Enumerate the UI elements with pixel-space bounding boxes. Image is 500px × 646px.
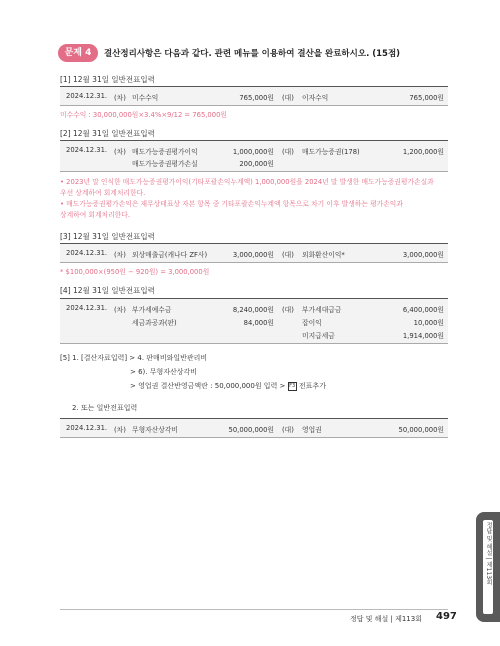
debit-account: 부가세예수금 bbox=[132, 306, 172, 314]
section-5-step-3-text: > 영업권 결산반영금액란 : 50,000,000원 입력 > bbox=[130, 382, 286, 390]
debit-account: 매도가능증권평가이익 bbox=[132, 148, 198, 156]
debit-account: 외상매출금(캐나다 ZF사) bbox=[132, 251, 208, 259]
section-5-alt-heading: 2. 또는 일반전표입력 bbox=[72, 404, 138, 412]
credit-amount: 765,000원 bbox=[409, 94, 444, 102]
debit-amount: 84,000원 bbox=[243, 319, 274, 327]
credit-mark: (대) bbox=[282, 426, 294, 434]
section-1-journal-box bbox=[60, 86, 448, 106]
section-1-note: 미수수익 : 30,000,000원×3.4%×9/12 = 765,000원 bbox=[60, 111, 227, 119]
section-2-note: • 2023년 말 인식한 매도가능증권평가이익(기타포괄손익누계액) 1,000,000원을 2024년 말 발생한 매도가능증권평가손실과 bbox=[60, 178, 434, 186]
debit-account: 미수수익 bbox=[132, 94, 159, 102]
question-title: 결산정리사항은 다음과 같다. 관련 메뉴를 이용하여 결산을 완료하시오. (15점) bbox=[104, 49, 401, 59]
debit-mark: (차) bbox=[114, 94, 126, 102]
journal-date: 2024.12.31. bbox=[66, 146, 108, 154]
credit-account: 매도가능증권(178) bbox=[302, 148, 360, 156]
debit-amount: 765,000원 bbox=[239, 94, 274, 102]
journal-date: 2024.12.31. bbox=[66, 304, 108, 312]
debit-amount: 50,000,000원 bbox=[228, 426, 274, 434]
credit-account: 이자수익 bbox=[302, 94, 329, 102]
chapter-side-tab-label: 정답 및 해설 | 제113회 bbox=[485, 522, 492, 586]
f3-key-icon: F3 bbox=[289, 382, 296, 389]
credit-amount: 3,000,000원 bbox=[402, 251, 444, 259]
journal-date: 2024.12.31. bbox=[66, 249, 108, 257]
credit-amount: 6,400,000원 bbox=[402, 306, 444, 314]
section-5-step-3-action: 전표추가 bbox=[298, 382, 326, 390]
page-number: 497 bbox=[436, 611, 457, 622]
section-3-journal-box bbox=[60, 243, 448, 263]
debit-mark: (차) bbox=[114, 426, 126, 434]
section-2-note: • 매도가능증권평가손익은 재무상태표상 자본 항목 중 기타포괄손익누계액 항목으로 차기 이후 발생하는 평가손익과 bbox=[60, 200, 403, 208]
credit-account: 잡이익 bbox=[302, 319, 322, 327]
section-1-heading: [1] 12월 31일 일반전표입력 bbox=[60, 75, 155, 84]
journal-date: 2024.12.31. bbox=[66, 92, 108, 100]
debit-account: 무형자산상각비 bbox=[132, 426, 178, 434]
credit-account: 미지급세금 bbox=[302, 332, 335, 340]
section-3-note: * $100,000×(950원 − 920원) = 3,000,000원 bbox=[60, 268, 210, 276]
credit-mark: (대) bbox=[282, 306, 294, 314]
credit-account: 영업권 bbox=[302, 426, 322, 434]
credit-amount: 1,200,000원 bbox=[402, 148, 444, 156]
section-2-journal-box bbox=[60, 140, 448, 172]
section-2-heading: [2] 12월 31일 일반전표입력 bbox=[60, 129, 155, 138]
credit-account: 외화환산이익* bbox=[302, 251, 345, 259]
credit-amount: 1,914,000원 bbox=[402, 332, 444, 340]
debit-mark: (차) bbox=[114, 251, 126, 259]
footer-section-label: 정답 및 해설 | 제113회 bbox=[350, 615, 422, 623]
credit-mark: (대) bbox=[282, 94, 294, 102]
debit-amount: 1,000,000원 bbox=[232, 148, 274, 156]
debit-amount: 3,000,000원 bbox=[232, 251, 274, 259]
question-badge: 문제 4 bbox=[58, 44, 98, 62]
debit-amount: 200,000원 bbox=[239, 160, 274, 168]
debit-account: 세금과공과(판) bbox=[132, 319, 177, 327]
section-5-step-1: [5] 1. [결산자료입력] > 4. 판매비와일반관리비 bbox=[60, 354, 208, 362]
credit-mark: (대) bbox=[282, 148, 294, 156]
debit-account: 매도가능증권평가손실 bbox=[132, 160, 198, 168]
credit-account: 부가세대급금 bbox=[302, 306, 342, 314]
debit-mark: (차) bbox=[114, 306, 126, 314]
section-5-step-3 bbox=[130, 381, 326, 391]
debit-amount: 8,240,000원 bbox=[232, 306, 274, 314]
credit-amount: 50,000,000원 bbox=[398, 426, 444, 434]
section-4-journal-box bbox=[60, 298, 448, 344]
section-2-note: 우선 상계하여 회계처리한다. bbox=[60, 189, 146, 197]
credit-amount: 10,000원 bbox=[413, 319, 444, 327]
section-2-note: 상계하여 회계처리한다. bbox=[60, 211, 130, 219]
section-4-heading: [4] 12월 31일 일반전표입력 bbox=[60, 286, 155, 295]
section-5-journal-box bbox=[60, 418, 448, 438]
credit-mark: (대) bbox=[282, 251, 294, 259]
section-5-step-2: > 6). 무형자산상각비 bbox=[130, 368, 198, 376]
section-3-heading: [3] 12월 31일 일반전표입력 bbox=[60, 232, 155, 241]
debit-mark: (차) bbox=[114, 148, 126, 156]
footer-divider bbox=[60, 609, 448, 610]
journal-date: 2024.12.31. bbox=[66, 424, 108, 432]
